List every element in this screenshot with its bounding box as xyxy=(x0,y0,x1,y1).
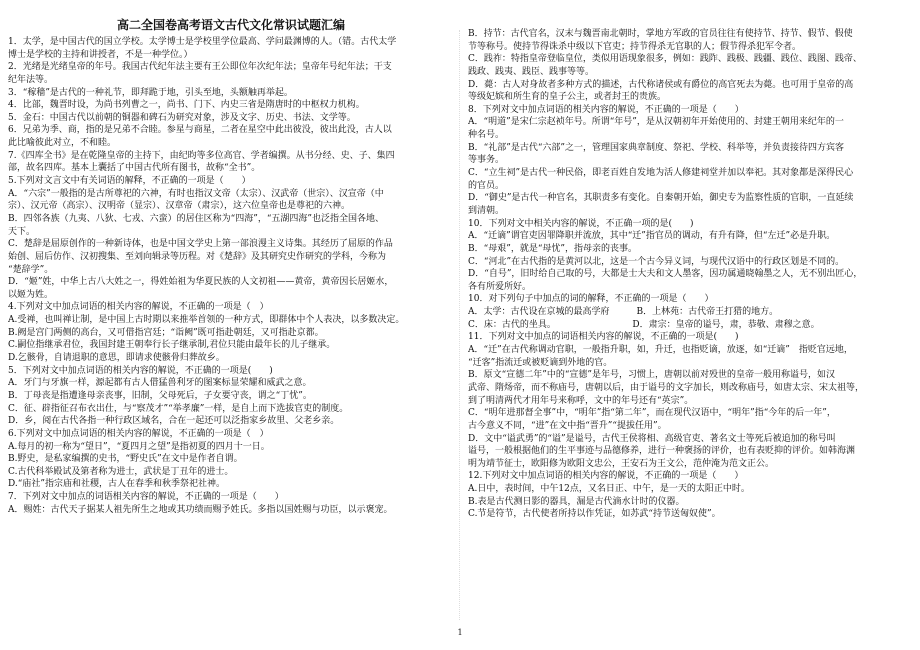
text-line: 博士是学校的主持和讲授者，不是一种学位。） xyxy=(8,49,193,60)
text-line: 到了明清两代才用年号来称呼，文中的年号还有“英宗”。 xyxy=(468,395,694,406)
text-line: B．持节：古代官名，汉末与魏晋南北朝时，掌地方军政的官员往往有使持节、持节、假节、假使 xyxy=(468,29,853,39)
text-line: C．楚辞是屈原创作的一种新诗体，也是中国文学史上第一部浪漫主义诗集。其经历了屈原的作品 xyxy=(8,239,393,250)
text-line: A．太学：古代设在京城的最高学府 B．上林苑：古代帝王打猎的地方。 xyxy=(468,307,779,318)
text-line: B．“母艰”，就是“母忧”，指母亲的丧事。 xyxy=(468,243,638,254)
text-line: A．“六宗”一般指的是古所尊祀的六神，有时也指汉文帝（太宗）、汉武帝（世宗）、汉宣帝（中 xyxy=(8,188,384,199)
text-line: D．薨：古人对身故者多种方式的描述，古代称诸侯或有爵位的高官死去为薨。也可用于皇帝的高 xyxy=(468,79,854,90)
text-line: A．牙门与牙旗一样，源起都有古人借猛兽利牙的图案标显荣耀和威武之意。 xyxy=(8,378,312,389)
text-line: C．“河北”在古代指的是黄河以北，这是一个古今异义词，与现代汉语中的行政区划是不同的。 xyxy=(468,256,845,267)
text-line: B．原文“宣德二年”中的“宣德”是年号，习惯上，唐朝以前对殁世的皇帝一般用称谥号，如汉 xyxy=(468,370,836,381)
text-line: 等事务。 xyxy=(468,155,505,166)
text-line: B．“礼部”是古代“六部”之一，管理国家典章制度、祭祀、学校、科举等，并负责接待四方宾客 xyxy=(468,142,845,153)
text-line: 6.下列对文中加点词语的相关内容的解说，不正确的一项是（ ） xyxy=(8,428,269,439)
text-line: C．“立生祠”是古代一种民俗，即老百姓自发地为活人修建祠堂并加以奉祀。其对象都是深得民心 xyxy=(468,168,854,179)
text-line: 纪年法等。 xyxy=(8,74,54,85)
text-line: B．丁母丧是指遭逢母亲丧事，旧制，父母死后，子女要守丧，谓之“丁忧”。 xyxy=(8,390,312,401)
text-line: A.每月的初一称为“望日”，“夏四月之望”是指初夏的四月十一日。 xyxy=(8,441,270,452)
text-line: 10．下列对文中相关内容的解说，不正确一项的是( ) xyxy=(468,218,694,229)
text-line: D．文中“谥武勇”的“谥”是谥号，古代王侯将相、高级官吏、著名文士等死后被追加的称号叫 xyxy=(468,433,836,444)
text-line: 践政、践夷、践臣、践事等等。 xyxy=(468,66,595,77)
text-line: A．赐姓：古代天子据某人祖先所生之地或其功绩而赐予姓氏。多指以国姓赐与功臣，以示褒宠。 xyxy=(8,504,393,515)
text-line: 11．下列对文中加点的词语相关内容的解说，不正确的一项是( ) xyxy=(468,332,739,343)
text-line: B．四邻各族（九夷、八狄、七戎、六蛮）的居住区称为“四海”，“五湖四海”也泛指全国各地、 xyxy=(8,213,385,224)
text-line: 此比喻彼此对立，不和睦。 xyxy=(8,138,117,149)
text-line: D．“姬”姓，中华上古八大姓之一，得姓始祖为华夏民族的人文初祖——黄帝，黄帝因长居姬水， xyxy=(8,277,394,288)
text-line: B.野史，是私家编撰的史书，“野史氏”在文中是作者自谓。 xyxy=(8,454,243,465)
text-line: D.乞骸骨，自请退职的意思，即请求使骸骨归葬故乡。 xyxy=(8,353,225,364)
text-line: C.嗣位指继承君位，我国封建王朝奉行长子继承制,君位只能由最年长的儿子继承。 xyxy=(8,340,336,351)
text-line: D．“自号”，旧时给自己取的号，大都是士大夫和文人墨客，因功属通晓翰墨之人，无不别出匠心， xyxy=(468,269,863,280)
text-line: C．践祚：特指皇帝登临皇位，类似用语现象很多，例如：践阼、践极、践疆、践位、践图、践帝、 xyxy=(468,54,862,65)
text-line: A．“迁谪”谓官吏因罪降职并流放，其中“迁”指官员的调动，有升有降，但“左迁”必是升职。 xyxy=(468,231,836,242)
text-line: A．“迁”在古代称调动官职，一般指升职，如，升迁，也指贬谪，放逐，如“迁谪” 指贬官远地， xyxy=(468,345,853,356)
text-line: 4.下列对文中加点词语的相关内容的解说，不正确的一项是（ ） xyxy=(8,302,269,313)
column-divider xyxy=(459,30,460,620)
right-column-text xyxy=(468,28,914,521)
text-line: A.受禅，也叫禅让制，是中国上古时期以来推举首领的一种方式，即群体中个人表决，以多数决定。 xyxy=(8,315,405,326)
text-line: 4．比部，魏晋时设，为尚书列曹之一，尚书、门下、内史三省是隋唐时的中枢权力机构。 xyxy=(8,100,365,111)
text-line: 12.下列对文中加点词语的相关内容的解说，不正确的一项是（ ） xyxy=(468,471,744,482)
text-line: 5．金石：中国古代以前朝的铜器和碑石为研究对象，涉及文字、历史、书法、文学等。 xyxy=(8,112,356,123)
text-line: 8．下列对文中加点词语的相关内容的解说，不正确的一项是（ ） xyxy=(468,104,744,115)
text-line: 等级妃嫔和所生育的皇子公主，或者封王的贵族。 xyxy=(468,92,667,103)
text-line: B.表是古代测日影的器具，漏是古代滴水计时的仪器。 xyxy=(468,496,685,507)
text-line: 节等称号。使持节得诛杀中级以下官吏；持节得杀无官职的人；假节得杀犯军令者。 xyxy=(468,41,802,52)
text-line: 3．“稼穑”是古代的一种礼节，即拜跪于地，引头至地，头额触再举起。 xyxy=(8,87,293,98)
text-line: 明为靖节征士，欧阳修为欧阳文忠公，王安石为王文公，范仲淹为范文正公。 xyxy=(468,458,775,469)
text-line: B.阙是宫门两侧的高台，又可借指宫廷；“诣阙”既可指赴朝廷，又可指赴京都。 xyxy=(8,327,324,338)
text-line: C．征、辟指征召布衣出仕，与“察茂才”“举孝廉”一样，是自上而下选拔官吏的制度。 xyxy=(8,403,349,414)
text-line: C．床：古代的坐具。 D．肃宗：皇帝的谥号，肃，恭敬、肃穆之意。 xyxy=(468,319,820,330)
text-line: 6．兄弟为季、商，指的是兄弟不合睦。参星与商星，二者在星空中此出彼没，彼出此没，古人以 xyxy=(8,125,392,136)
text-line: 5．下列对文中加点词语的相关内容的解说，不正确的一项是( ) xyxy=(8,365,273,376)
text-line: 以姬为姓。 xyxy=(8,289,54,300)
text-line: 各有所爱所好。 xyxy=(468,281,532,292)
text-line: D．乡，阅在古代各指一种行政区域名，合在一起还可以泛指家乡故里、父老乡亲。 xyxy=(8,416,340,427)
page-number: 1 xyxy=(457,628,463,637)
text-line: 种名号。 xyxy=(468,130,505,141)
text-line: C.节是符节，古代使者所持以作凭证，如苏武“持节送匈奴使”。 xyxy=(468,509,721,520)
text-line: 10．对下列句子中加点的词的解释，不正确的一项是（ ） xyxy=(468,294,714,305)
text-line: “楚辞学”。 xyxy=(8,264,54,275)
text-line: D.“庙社”指宗庙和社稷，古人在春季和秋季祭祀社神。 xyxy=(8,479,225,490)
text-line: A.日中，表时间，中午12点，又名日正、中午，是一天的太阳正中时。 xyxy=(468,484,750,495)
text-line: C．“明年进那督全事”中，“明年”指“第二年”，而在现代汉语中，“明年”指“今年的后一年”， xyxy=(468,408,836,419)
text-line: “迁客”指流迁或被贬谪到外地的官。 xyxy=(468,357,613,368)
text-line: 到清朝。 xyxy=(468,205,505,216)
text-line: 古今意义不同，“进”在文中指“晋升”“提拔任用”。 xyxy=(468,420,667,431)
text-line: D．“御史”是古代一种官名，其职责多有变化。自秦朝开始，御史专为监察性质的官职，一直延续 xyxy=(468,193,854,204)
text-line: C.古代科举殿试及第者称为进士，武状是丁丑年的进士。 xyxy=(8,466,234,477)
text-line: 7．下列对文中加点的词语相关内容的解说，不正确的一项是（ ） xyxy=(8,492,284,503)
text-line: 5.下列对文言文中有关词语的解释，不正确的一项是（ ） xyxy=(8,176,251,187)
document-title: 高二全国卷高考语文古代文化常识试题汇编 xyxy=(116,18,345,32)
text-line: 谥号，一般根据他们的生平事迹与品德修养，进行一种褒扬的评价，也有表贬抑的评价。如韩海渊 xyxy=(468,446,856,457)
text-line: 宗）、汉元帝（高宗）、汉明帝（显宗）、汉章帝（肃宗），这六位皇帝也是尊祀的六神。 xyxy=(8,201,351,212)
text-line: 武帝、隋炀帝，而不称庙号，唐朝以后，由于谥号的文字加长，则改称庙号，如唐太宗、宋太祖等， xyxy=(468,382,865,393)
text-line: 天下。 xyxy=(8,226,36,237)
text-line: A．“明道”是宋仁宗赵祯年号。所谓“年号”，是从汉朝初年开始使用的、封建王朝用来纪年的一 xyxy=(468,117,844,128)
text-line: 1．太学，是中国古代的国立学校。太学博士是学校里学位最高、学问最渊博的人。（错。古代太学 xyxy=(8,37,397,47)
text-line: 部，故名四库。基本上囊括了中国古代所有图书，故称“全书”。 xyxy=(8,163,261,174)
text-line: 的官员。 xyxy=(468,180,505,191)
text-line: 2．光绪是光绪皇帝的年号。我国古代纪年法主要有王公即位年次纪年法；皇帝年号纪年法；干支 xyxy=(8,62,392,73)
left-column-text xyxy=(8,36,454,516)
text-line: 始创、屈后仿作、汉初搜集、至刘向辑录等历程。对《楚辞》及其研究史作研究的学科，今称为 xyxy=(8,251,387,262)
text-line: 7.《四库全书》是在乾隆皇帝的主持下，由纪昀等多位高官、学者编撰。从书分经、史、子、集四 xyxy=(8,150,395,161)
